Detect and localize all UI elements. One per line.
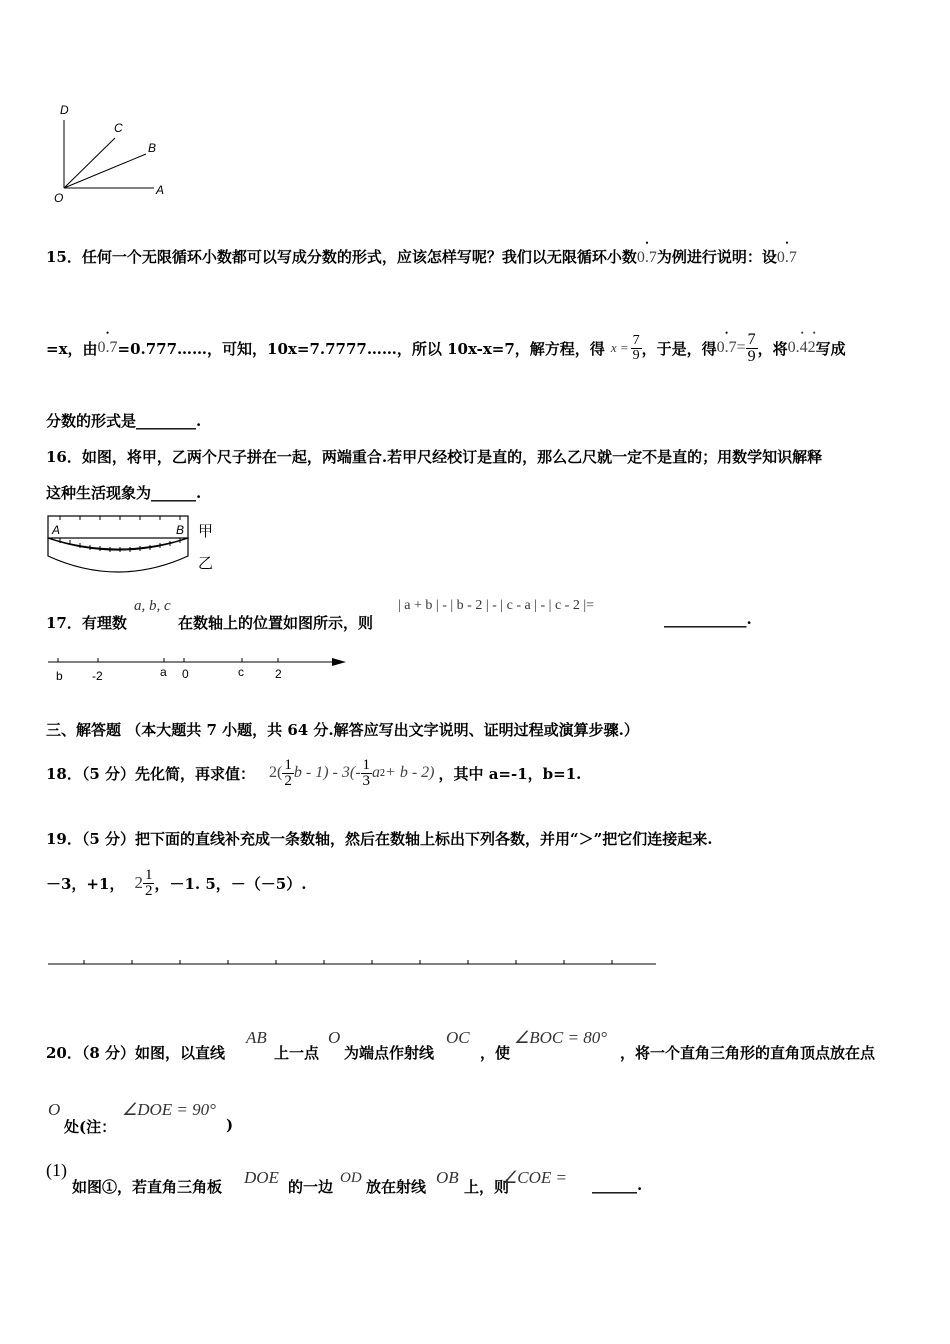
q17-prefix: 17．有理数 <box>46 614 127 632</box>
number-line-q17 <box>44 652 354 686</box>
q18-e4: + b - 2) <box>385 764 435 781</box>
q19-nums-b: ，－1. 5，－（－5）. <box>154 874 307 893</box>
axis-label-neg2: -2 <box>92 669 103 683</box>
ruler-figure <box>40 512 230 582</box>
q20-ob: OB <box>436 1168 459 1187</box>
q17-expression: | a + b | - | b - 2 | - | c - a | - | c - 2 |= <box>398 598 595 613</box>
ruler-jia <box>48 516 188 538</box>
q15-repeating-4: • 0.7 <box>717 339 737 357</box>
ruler-label-a: A <box>52 523 61 537</box>
q18-fraction-1: $\frac{1}{2}$ <box>284 756 292 789</box>
q18-e2: b - 1) - 3(- <box>293 764 361 781</box>
q15-text-e: ，于是，得 <box>641 339 717 358</box>
q15-eq-x: x = <box>610 340 629 355</box>
label-d: D <box>60 103 69 117</box>
q16-line1: 16．如图，将甲，乙两个尺子拼在一起，两端重合.若甲尺经校订是直的，那么乙尺就一定不是直的；用数学知识解释 <box>46 448 823 466</box>
q20-angle-coe: ∠COE = <box>502 1168 567 1187</box>
q15-text-f: ，将 <box>757 339 788 358</box>
q18-e1: 2( <box>269 764 283 781</box>
q15-line1 <box>46 246 797 267</box>
q19-line2 <box>46 860 306 906</box>
q20-oc: OC <box>446 1028 470 1047</box>
q15-repeating-5: 0.42 • • <box>787 328 816 356</box>
label-c: C <box>114 121 123 135</box>
q18-prefix: 18．（5 分）先化简，再求值： <box>46 764 256 783</box>
q20-sub-a: 如图①，若直角三角板 <box>72 1178 223 1196</box>
ray-ob <box>64 154 146 188</box>
q19-nums-a: －3，+1， <box>46 874 125 893</box>
q20-doe: DOE <box>244 1168 279 1187</box>
q20-p4: ，使 <box>480 1044 511 1062</box>
q20-o: O <box>328 1028 341 1047</box>
q18-e3: a <box>372 764 381 781</box>
axis-label-c: c <box>238 665 244 679</box>
label-a: A <box>156 183 165 197</box>
q20-p2: 上一点 <box>274 1044 320 1062</box>
section-three-title: 三、解答题 （本大题共 7 小题，共 64 分.解答应写出文字说明、证明过程或演算步骤.） <box>46 721 639 739</box>
axis-label-2: 2 <box>275 667 282 681</box>
axis-label-0: 0 <box>182 667 189 681</box>
q20-angle-doe: ∠DOE = 90° <box>122 1100 216 1119</box>
angle-figure <box>50 100 180 210</box>
q18-fraction-2: $\frac{1}{3}$ <box>362 756 371 789</box>
q15-repeating-1: • 0.7 <box>637 249 657 266</box>
q20-line1 <box>46 1024 926 1064</box>
q20-sub-e: ______. <box>592 1176 643 1194</box>
ray-oc <box>64 138 115 188</box>
q15-text-d: =0.777……，可知，10x=7.7777……，所以 10x-x=7，解方程，得 <box>117 339 605 358</box>
label-o: O <box>54 191 64 205</box>
q15-fraction-1: $\frac{7}{9}$ <box>632 332 640 363</box>
q15-repeating-3: • 0.7 <box>98 339 118 357</box>
axis-arrow <box>332 658 346 666</box>
axis-label-a: a <box>160 665 167 679</box>
label-b: B <box>148 141 157 155</box>
q20-l2-a: 处(注： <box>64 1118 117 1136</box>
q15-text-a: 15．任何一个无限循环小数都可以写成分数的形式，应该怎样写呢？我们以无限循环小数 <box>46 248 637 266</box>
q19-mixed-whole: 2 <box>134 873 143 892</box>
q16-line2: 这种生活现象为______. <box>46 484 202 502</box>
q20-p3: 为端点作射线 <box>344 1044 435 1062</box>
q20-od: OD <box>340 1170 362 1186</box>
q20-sub-b: 的一边 <box>288 1178 334 1196</box>
q19-blank-line <box>46 956 658 968</box>
q20-line2 <box>46 1100 446 1140</box>
ruler-label-yi: 乙 <box>198 554 214 572</box>
ruler-label-b: B <box>176 523 185 537</box>
q19-mixed-fraction: $\frac{1}{2}$ <box>144 866 153 899</box>
q20-sub-c: 放在射线 <box>366 1178 427 1196</box>
q18-sup: 2 <box>380 767 386 779</box>
q15-fraction-2: $\frac{7}{9}$ <box>747 330 756 365</box>
q15-text-c: =x，由 <box>46 339 98 358</box>
q20-p5: ，将一个直角三角形的直角顶点放在点 <box>620 1044 876 1062</box>
q15-repeating-2: • 0.7 <box>777 249 797 266</box>
q15-eq-sign: = <box>736 339 746 356</box>
q17-vars: a, b, c <box>134 598 171 614</box>
q20-sub1 <box>46 1160 746 1200</box>
q20-sub-d: 上，则 <box>464 1178 510 1196</box>
q17-middle: 在数轴上的位置如图所示，则 <box>178 614 374 632</box>
ruler-label-jia: 甲 <box>198 522 214 540</box>
q18-suffix: ，其中 a=-1，b=1. <box>438 764 582 783</box>
q20-angle-boc: ∠BOC = 80° <box>514 1028 608 1047</box>
q20-o-2: O <box>48 1100 61 1119</box>
q20-sub-number: (1) <box>46 1160 67 1180</box>
q20-ab: AB <box>246 1028 267 1047</box>
q20-p1: 20．（8 分）如图，以直线 <box>46 1044 226 1062</box>
q17-blank: ___________. <box>664 610 752 628</box>
q15-text-g: 写成 <box>815 339 846 358</box>
q15-line2 <box>46 328 846 368</box>
q15-line3: 分数的形式是________. <box>46 412 202 430</box>
q18-line <box>46 748 581 798</box>
axis-label-b: b <box>56 669 63 683</box>
q15-text-b: 为例进行说明：设 <box>656 248 777 266</box>
q19-line1: 19．（5 分）把下面的直线补充成一条数轴，然后在数轴上标出下列各数，并用“＞”把它们连接起来. <box>46 830 713 848</box>
q20-l2-b: ) <box>226 1116 234 1134</box>
